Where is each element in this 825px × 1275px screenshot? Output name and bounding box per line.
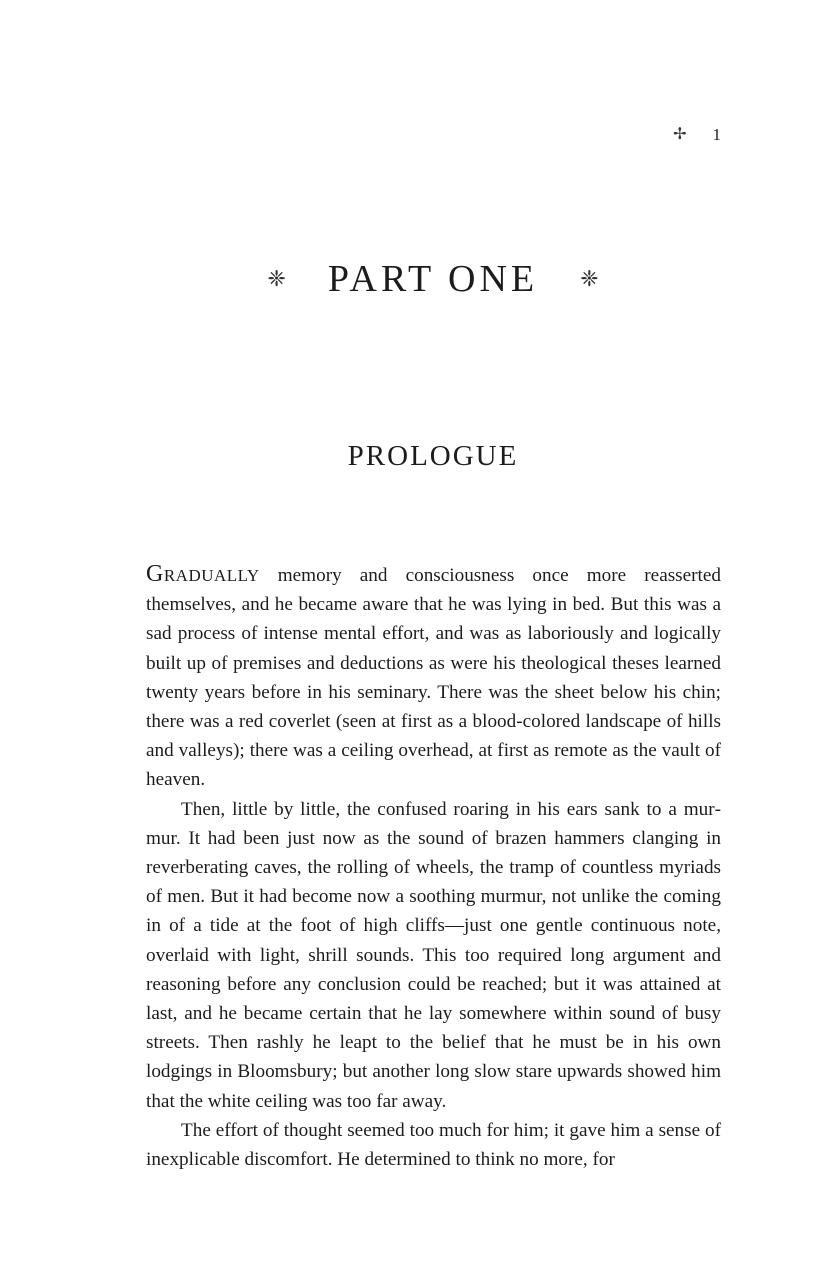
page-number: 1	[712, 125, 721, 144]
body-text	[146, 560, 721, 1174]
ornament-right-icon: ❈	[580, 266, 599, 291]
paragraph-1-text: memory and consciousness once more reasserted themselves, and he became aware that he was lying in bed. But this was a sad process of intense mental effort, and was as laboriously and logically built up of premises and deductions as were his theological theses learned twenty years before in his seminary. There was the sheet below his chin; there was a red coverlet (seen at first as a blood-colored landscape of hills and valleys); there was a ceiling overhead, at first as remote as the vault of heaven.	[146, 565, 721, 791]
running-head	[673, 124, 721, 146]
part-title: PART ONE	[327, 258, 539, 300]
paragraph-3: The effort of thought seemed too much for him; it gave him a sense of inexplicable discomfort. He determined to think no more, for	[146, 1119, 721, 1171]
paragraph-1	[146, 560, 721, 795]
part-heading	[0, 256, 825, 302]
chapter-title: PROLOGUE	[347, 440, 519, 472]
ornament-icon: ✢	[673, 126, 687, 143]
paragraph-2: Then, little by little, the confused roaring in his ears sank to a murmur. It had been just now as the sound of brazen hammers clanging in reverberating caves, the rolling of wheels, the tramp of countless myriads of men. But it had become now a soothing murmur, not unlike the coming in of a tide at the foot of high cliffs—just one gentle continuous note, overlaid with light, shrill sounds. This too required long argument and reasoning before any conclusion could be reached; but it was attained at last, and he became certain that he lay somewhere within sound of busy streets. Then rashly he leapt to the belief that he must be in his own lodgings in Bloomsbury; but another long slow stare upwards showed him that the white ceiling was too far away.	[146, 798, 721, 1112]
lead-in-word: Gradually	[146, 561, 260, 587]
ornament-left-icon: ❈	[267, 266, 286, 291]
